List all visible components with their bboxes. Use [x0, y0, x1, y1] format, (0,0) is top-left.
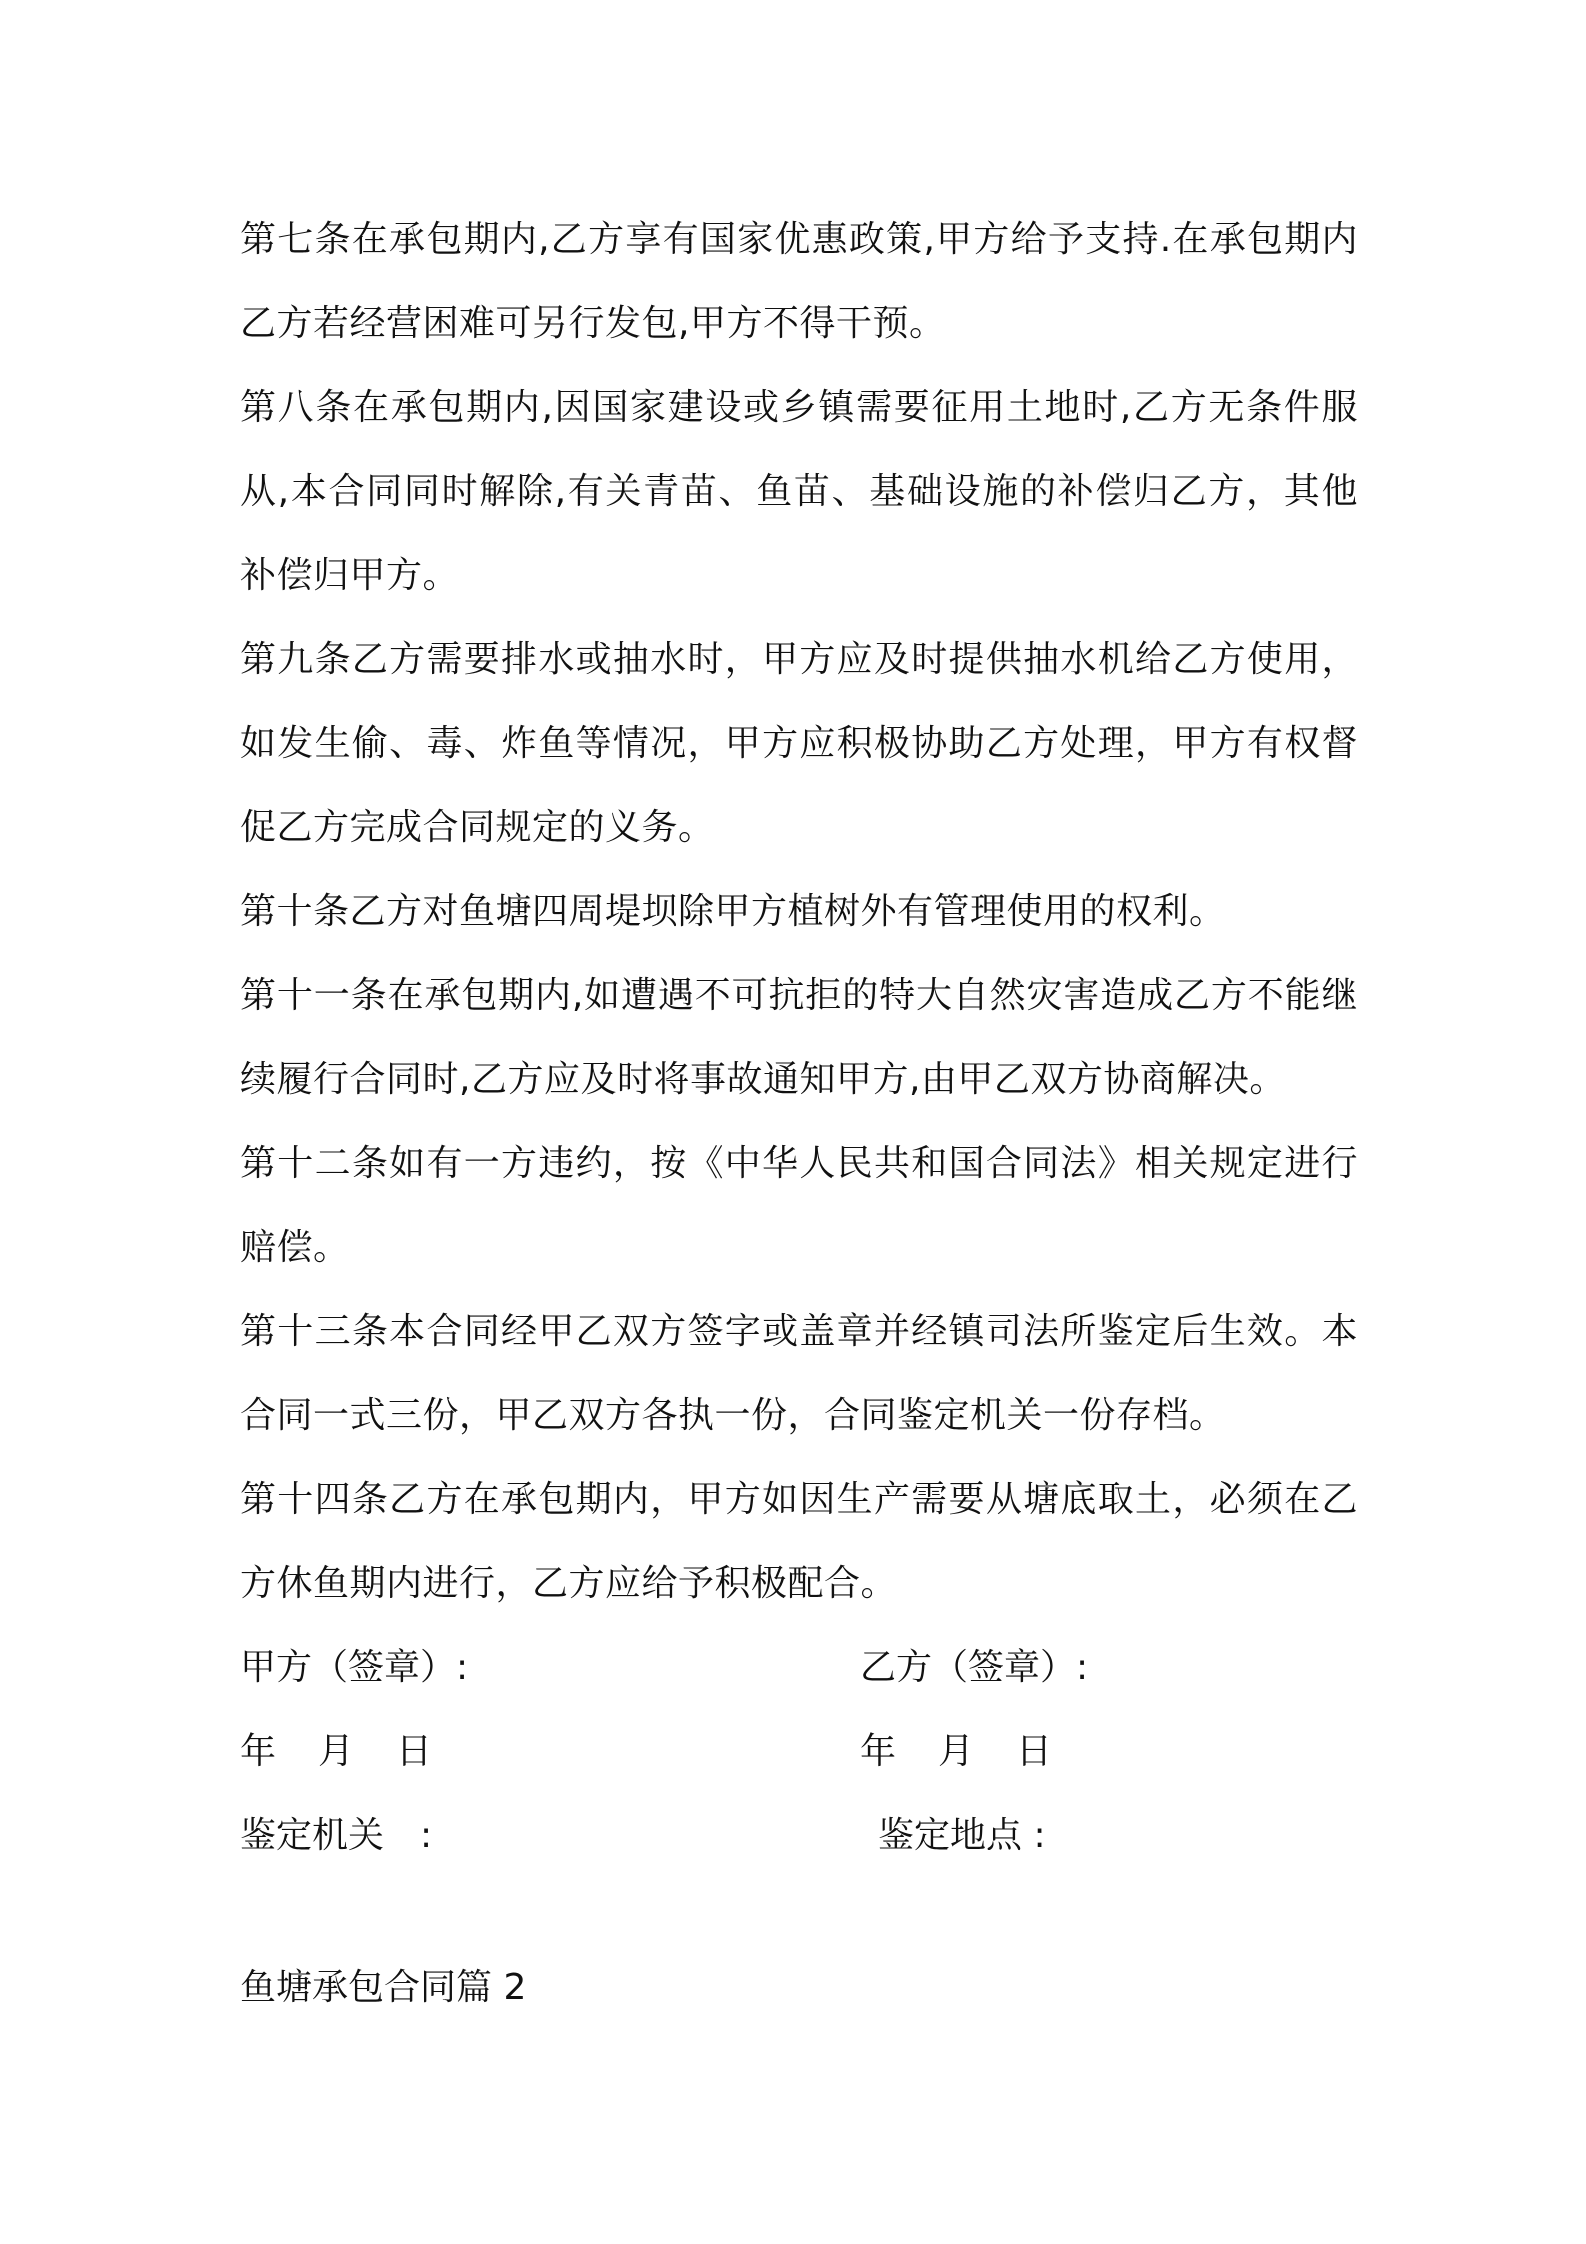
party-a-date: [240, 1710, 474, 1794]
date-month-label: 月: [318, 1731, 355, 1772]
party-a-signature-label: 甲方（签章）:: [240, 1647, 469, 1688]
article-10: 第十条乙方对鱼塘四周堤坝除甲方植树外有管理使用的权利。: [240, 891, 1226, 932]
signature-row: [240, 1626, 1358, 1710]
location-label: 鉴定地点 :: [878, 1815, 1046, 1856]
article-12: 第十二条如有一方违约，按《中华人民共和国合同法》相关规定进行赔偿。: [240, 1143, 1358, 1268]
article-14: 第十四条乙方在承包期内，甲方如因生产需要从塘底取土，必须在乙方休鱼期内进行，乙方应给予积极配合。: [240, 1479, 1358, 1604]
article-9: 第九条乙方需要排水或抽水时，甲方应及时提供抽水机给乙方使用，如发生偷、毒、炸鱼等情况，甲方应积极协助乙方处理，甲方有权督促乙方完成合同规定的义务。: [240, 639, 1358, 848]
article-8: 第八条在承包期内,因国家建设或乡镇需要征用土地时,乙方无条件服从,本合同同时解除,有关青苗、鱼苗、基础设施的补偿归乙方，其他补偿归甲方。: [240, 387, 1358, 596]
date-month-label: 月: [938, 1731, 975, 1772]
next-section-title: 鱼塘承包合同篇 2: [240, 1967, 527, 2008]
article-11: 第十一条在承包期内,如遭遇不可抗拒的特大自然灾害造成乙方不能继续履行合同时,乙方应及时将事故通知甲方,由甲乙双方协商解决。: [240, 975, 1358, 1100]
date-day-label: 日: [1016, 1731, 1053, 1772]
date-day-label: 日: [396, 1731, 433, 1772]
contract-body: [240, 198, 1358, 1878]
authority-label: 鉴定机关 :: [240, 1815, 433, 1856]
article-13: 第十三条本合同经甲乙双方签字或盖章并经镇司法所鉴定后生效。本合同一式三份，甲乙双方各执一份，合同鉴定机关一份存档。: [240, 1311, 1358, 1436]
authority-row: [240, 1794, 1358, 1878]
party-b-signature-label: 乙方（签章）:: [860, 1647, 1089, 1688]
date-row: [240, 1710, 1358, 1794]
date-year-label: 年: [860, 1731, 897, 1772]
party-b-date: [860, 1710, 1094, 1794]
date-year-label: 年: [240, 1731, 277, 1772]
article-7: 第七条在承包期内,乙方享有国家优惠政策,甲方给予支持.在承包期内乙方若经营困难可另行发包,甲方不得干预。: [240, 219, 1358, 344]
